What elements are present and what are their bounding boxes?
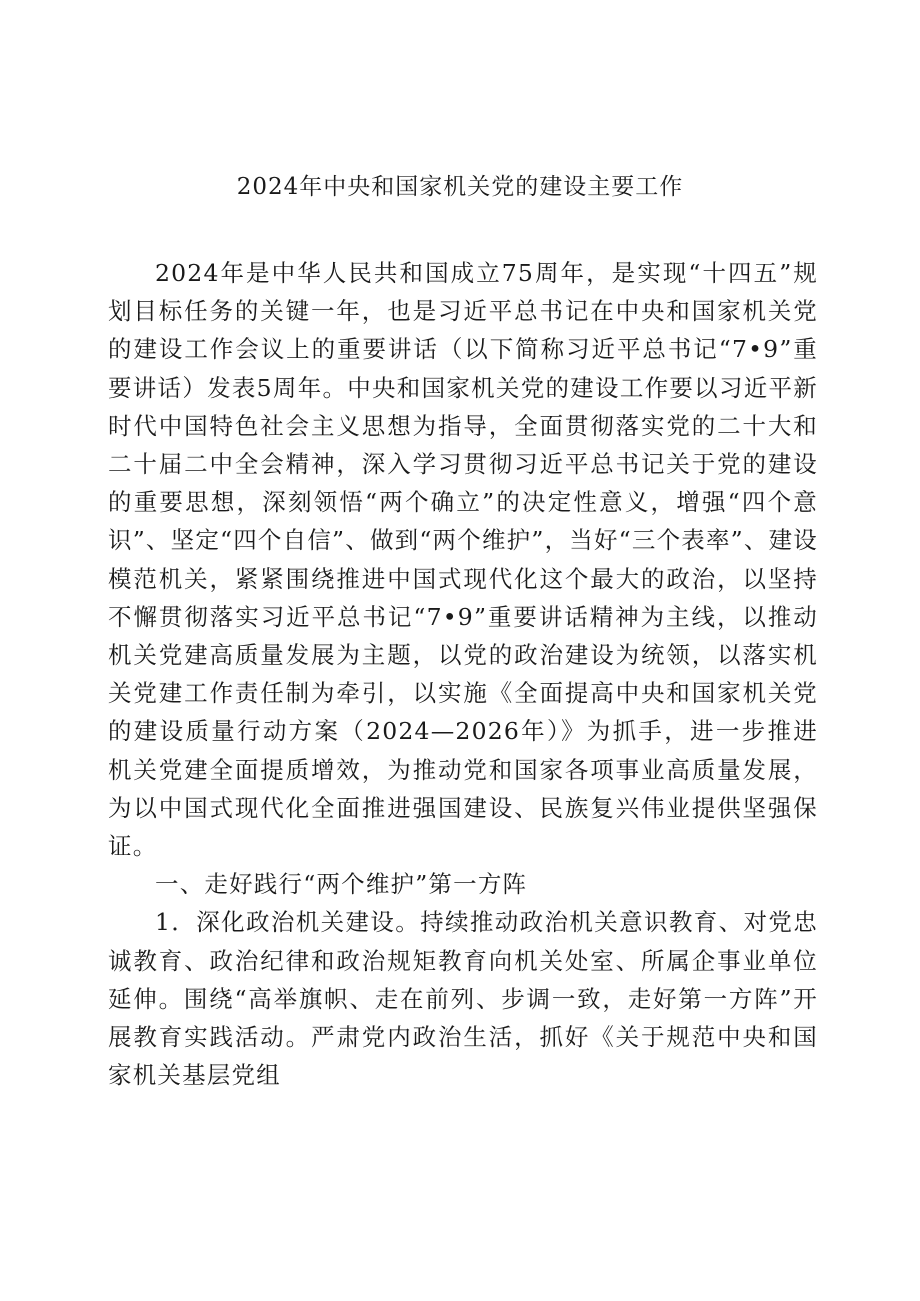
document-title: 2024年中央和国家机关党的建设主要工作: [236, 174, 684, 200]
intro-paragraph: 2024年是中华人民共和国成立75周年，是实现“十四五”规划目标任务的关键一年，也是习近平总书记在中央和国家机关党的建设工作会议上的重要讲话（以下简称习近平总书记“7•9”重要讲话）发表5周年。中央和国家机关党的建设工作要以习近平新时代中国特色社会主义思想为指导，全面贯彻落实党的二十大和二十届二中全会精神，深入学习贯彻习近平总书记关于党的建设的重要思想，深刻领悟“两个确立”的决定性意义，增强“四个意识”、坚定“四个自信”、做到“两个维护”，当好“三个表率”、建设模范机关，紧紧围绕推进中国式现代化这个最大的政治，以坚持不懈贯彻落实习近平总书记“7•9”重要讲话精神为主线，以推动机关党建高质量发展为主题，以党的政治建设为统领，以落实机关党建工作责任制为牵引，以实施《全面提高中央和国家机关党的建设质量行动方案（2024—2026年）》为抓手，进一步推进机关党建全面提质增效，为推动党和国家各项事业高质量发展，为以中国式现代化全面推进强国建设、民族复兴伟业提供坚强保证。: [108, 259, 818, 861]
section-heading: 一、走好践行“两个维护”第一方阵: [155, 870, 528, 899]
document-body: [108, 254, 818, 1094]
section-paragraph: 1．深化政治机关建设。持续推动政治机关意识教育、对党忠诚教育、政治纪律和政治规矩教育向机关处室、所属企事业单位延伸。围绕“高举旗帜、走在前列、步调一致，走好第一方阵”开展教育实践活动。严肃党内政治生活，抓好《关于规范中央和国家机关基层党组: [108, 908, 818, 1090]
